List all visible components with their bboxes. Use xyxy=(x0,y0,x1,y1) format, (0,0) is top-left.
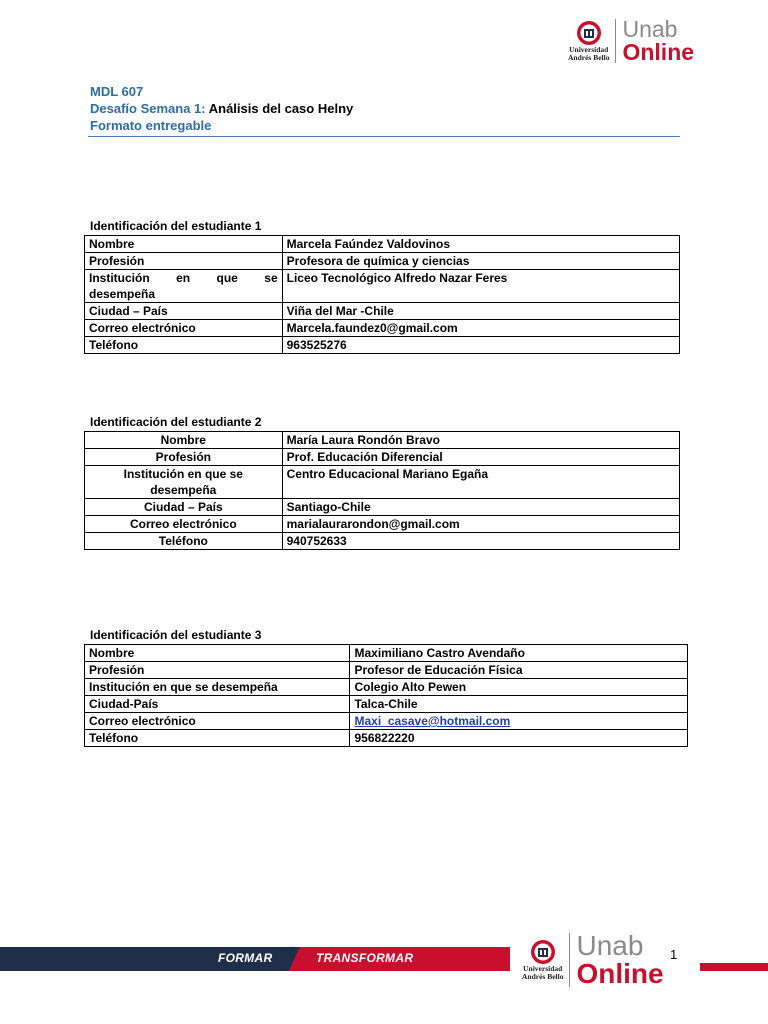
footer-seal-line2: Andrés Bello xyxy=(522,972,564,981)
row-label: Institución en que se desempeña xyxy=(85,466,283,499)
logo-divider xyxy=(615,19,616,63)
table-row xyxy=(85,449,680,466)
row-value: marialaurarondon@gmail.com xyxy=(282,516,679,533)
row-value: Marcela Faúndez Valdovinos xyxy=(282,236,679,253)
document-title-block xyxy=(90,83,353,134)
row-value: Talca-Chile xyxy=(350,696,688,713)
row-value: Centro Educacional Mariano Egaña xyxy=(282,466,679,499)
table-row xyxy=(85,516,680,533)
row-label: Ciudad – País xyxy=(85,303,283,320)
row-value: Prof. Educación Diferencial xyxy=(282,449,679,466)
university-crest-icon xyxy=(576,20,602,46)
row-value: Maximiliano Castro Avendaño xyxy=(350,645,688,662)
row-label: Institución en que se desempeña xyxy=(85,679,350,696)
student-1-section xyxy=(90,219,680,354)
table-row xyxy=(85,662,688,679)
footer-seal xyxy=(522,939,563,981)
page-number: 1 xyxy=(670,947,678,962)
row-label: Teléfono xyxy=(85,730,350,747)
row-label: Nombre xyxy=(85,432,283,449)
row-value: Colegio Alto Pewen xyxy=(350,679,688,696)
row-value: Profesor de Educación Física xyxy=(350,662,688,679)
row-value: 963525276 xyxy=(282,337,679,354)
table-row xyxy=(85,253,680,270)
student-2-caption: Identificación del estudiante 2 xyxy=(90,415,262,429)
title-divider xyxy=(88,136,680,137)
table-row xyxy=(85,270,680,303)
footer-logo-online: Online xyxy=(576,958,664,989)
row-label: Nombre xyxy=(85,236,283,253)
row-value: Santiago-Chile xyxy=(282,499,679,516)
challenge-name: Análisis del caso Helny xyxy=(205,101,354,116)
challenge-title xyxy=(90,100,353,117)
footer-logo-divider xyxy=(569,933,570,987)
row-label: Correo electrónico xyxy=(85,320,283,337)
university-seal xyxy=(568,20,609,62)
row-label: Ciudad – País xyxy=(85,499,283,516)
row-value: María Laura Rondón Bravo xyxy=(282,432,679,449)
student-3-caption: Identificación del estudiante 3 xyxy=(90,628,262,642)
row-label: Correo electrónico xyxy=(85,713,350,730)
row-value xyxy=(350,713,688,730)
student-3-section xyxy=(90,628,688,747)
footer-wordmark xyxy=(576,932,663,988)
student-2-section xyxy=(90,415,680,550)
footer-seal-line1: Universidad xyxy=(523,964,563,973)
logo-wordmark xyxy=(622,18,694,64)
university-crest-icon xyxy=(530,939,556,965)
row-value: Profesora de química y ciencias xyxy=(282,253,679,270)
row-label: Teléfono xyxy=(85,337,283,354)
row-value: 940752633 xyxy=(282,533,679,550)
row-label: Profesión xyxy=(85,253,283,270)
row-label: Nombre xyxy=(85,645,350,662)
table-row xyxy=(85,320,680,337)
student-1-caption: Identificación del estudiante 1 xyxy=(90,219,262,233)
course-code: MDL 607 xyxy=(90,84,144,99)
challenge-prefix: Desafío Semana 1: xyxy=(90,101,206,116)
footer-band xyxy=(0,947,510,971)
row-label: Correo electrónico xyxy=(85,516,283,533)
table-row xyxy=(85,730,688,747)
row-value: Liceo Tecnológico Alfredo Nazar Feres xyxy=(282,270,679,303)
student-2-table xyxy=(84,431,680,550)
logo-online: Online xyxy=(622,39,695,65)
row-label: Institución en que se desempeña xyxy=(85,270,283,303)
unab-online-logo xyxy=(568,18,694,64)
student-3-table xyxy=(84,644,688,747)
table-row xyxy=(85,696,688,713)
table-row xyxy=(85,499,680,516)
table-row xyxy=(85,466,680,499)
table-row xyxy=(85,236,680,253)
row-label: Profesión xyxy=(85,449,283,466)
table-row xyxy=(85,713,688,730)
logo-unab: Unab xyxy=(622,16,678,42)
row-value: Viña del Mar -Chile xyxy=(282,303,679,320)
email-link[interactable]: Maxi_casave@hotmail.com xyxy=(354,714,511,728)
table-row xyxy=(85,533,680,550)
row-label: Ciudad-País xyxy=(85,696,350,713)
student-1-table xyxy=(84,235,680,354)
footer-formar: FORMAR xyxy=(218,951,273,965)
row-label: Profesión xyxy=(85,662,350,679)
footer-logo-unab: Unab xyxy=(576,930,644,961)
row-value: 956822220 xyxy=(350,730,688,747)
footer-right-stripe xyxy=(700,963,768,971)
row-label: Teléfono xyxy=(85,533,283,550)
footer-transformar: TRANSFORMAR xyxy=(316,951,414,965)
format-label: Formato entregable xyxy=(90,118,212,133)
table-row xyxy=(85,679,688,696)
table-row xyxy=(85,645,688,662)
footer-logo xyxy=(522,932,664,988)
table-row xyxy=(85,303,680,320)
seal-text-line1: Universidad xyxy=(569,45,609,54)
table-row xyxy=(85,432,680,449)
seal-text-line2: Andrés Bello xyxy=(568,53,610,62)
table-row xyxy=(85,337,680,354)
row-value: Marcela.faundez0@gmail.com xyxy=(282,320,679,337)
